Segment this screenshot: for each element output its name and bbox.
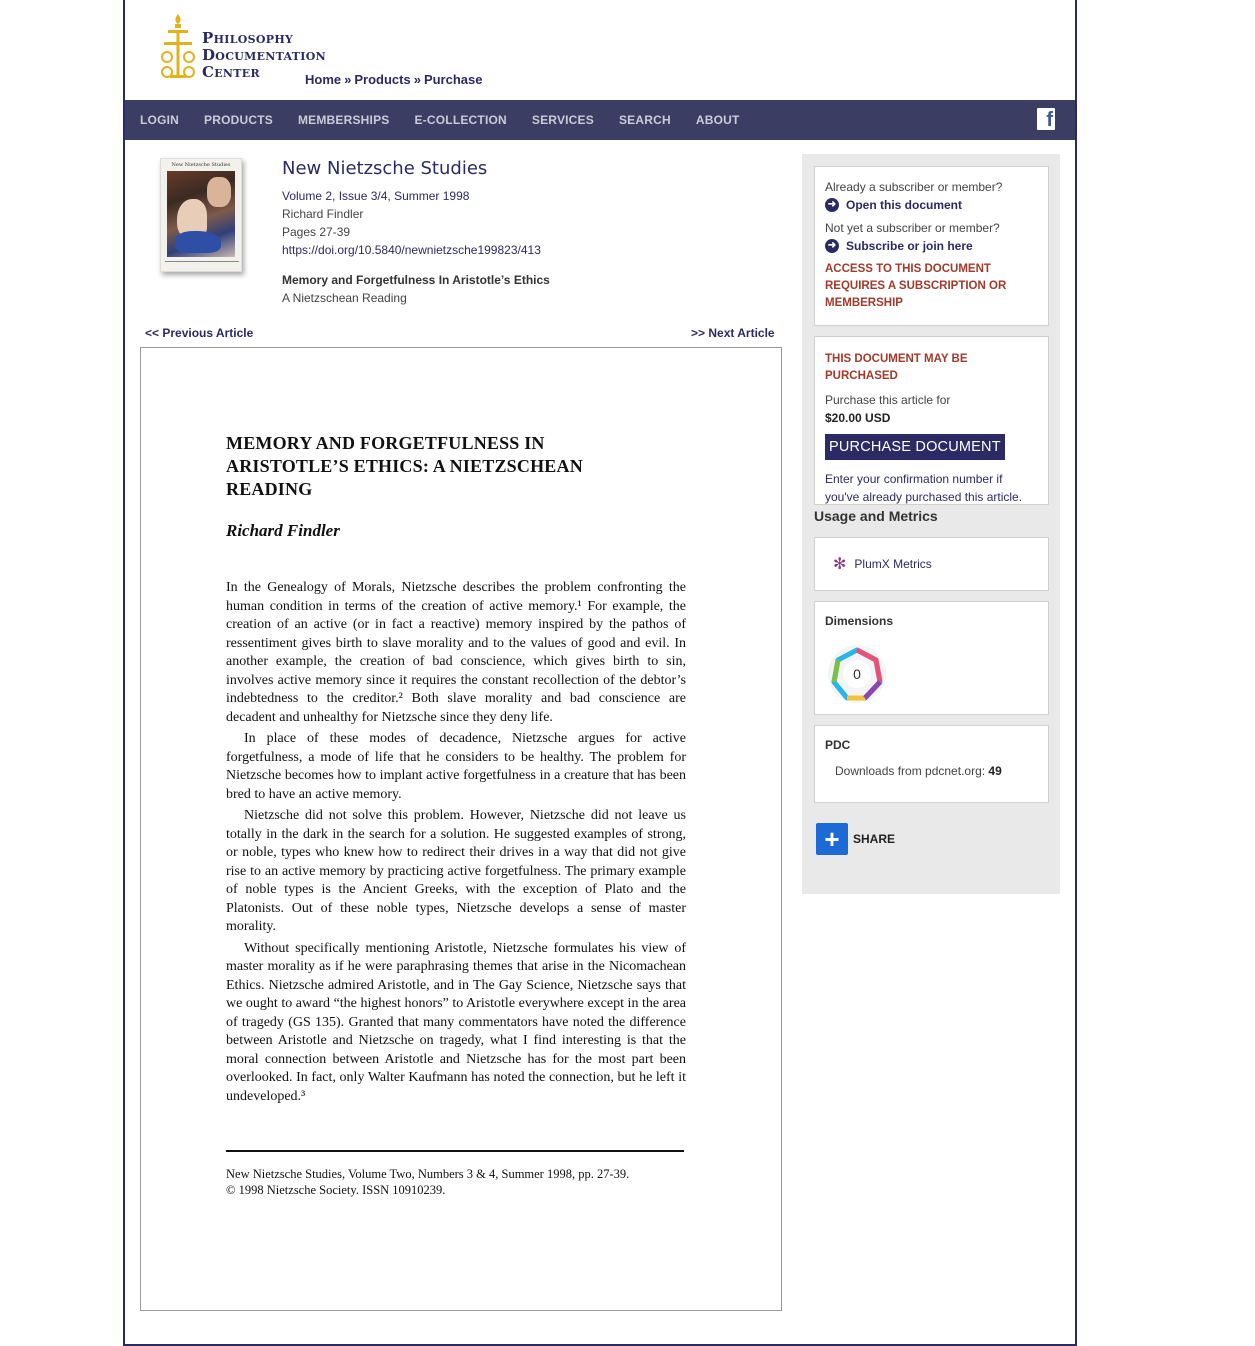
cover-footer-rule bbox=[165, 261, 239, 267]
arrow-right-icon: ➜ bbox=[825, 198, 839, 212]
plus-icon: + bbox=[816, 823, 848, 855]
document-paragraph-1: In the Genealogy of Morals, Nietzsche describes the problem confronting the human condition in terms of the creation of active memory.¹ For example, the creation of an active (or in fact a reactive) memory inspired by the pathos of ressentiment gives birth to slave morality and to the values of good and evil. In another example, the creation of bad conscience, which gives birth to sin, involves active memory since it requires the constant recollection of the debtor’s indebtedness to the creditor.² Both slave morality and bad conscience are decadent and unhealthy for Nietzsche since they deny life. bbox=[226, 580, 686, 725]
article-meta bbox=[282, 158, 550, 307]
dimensions-count: 0 bbox=[853, 666, 861, 682]
article-title: Memory and Forgetfulness In Aristotle’s Ethics bbox=[282, 273, 550, 287]
article-subtitle: A Nietzschean Reading bbox=[282, 291, 407, 305]
journal-cover-image bbox=[160, 158, 242, 272]
nav-about[interactable]: ABOUT bbox=[695, 113, 740, 127]
non-subscriber-question: Not yet a subscriber or member? bbox=[825, 221, 1000, 235]
purchase-box bbox=[814, 336, 1049, 505]
price: $20.00 USD bbox=[825, 411, 891, 425]
subscriber-question: Already a subscriber or member? bbox=[825, 180, 1003, 194]
nav-search[interactable]: SEARCH bbox=[618, 113, 671, 127]
document-paragraph-2: In place of these modes of decadence, Nietzsche argues for active forgetfulness, a mode of life that he considers to be healthy. The problem for Nietzsche becomes how to implant active forgetfulness in a creature that has been bred to have an active memory. bbox=[226, 731, 686, 802]
previous-article-link[interactable]: << Previous Article bbox=[145, 326, 254, 340]
subscribe-label: Subscribe or join here bbox=[846, 239, 973, 253]
subscribe-link[interactable] bbox=[825, 237, 1038, 255]
plumx-box[interactable] bbox=[814, 537, 1049, 591]
document-title-line-2: ARISTOTLE’S ETHICS: A NIETZSCHEAN bbox=[226, 456, 583, 476]
usage-metrics-heading: Usage and Metrics bbox=[814, 508, 938, 524]
nav-login[interactable]: LOGIN bbox=[140, 113, 179, 127]
article-author: Richard Findler bbox=[282, 207, 364, 221]
open-document-link[interactable] bbox=[825, 196, 1038, 214]
nav-services[interactable]: SERVICES bbox=[531, 113, 594, 127]
document-footnote bbox=[226, 1166, 686, 1198]
document-author: Richard Findler bbox=[226, 521, 340, 540]
breadcrumb-purchase[interactable]: Purchase bbox=[423, 72, 483, 87]
journal-title[interactable]: New Nietzsche Studies bbox=[282, 158, 488, 179]
document-title-line-3: READING bbox=[226, 479, 313, 499]
pdc-box bbox=[814, 725, 1049, 803]
plumx-label: PlumX Metrics bbox=[854, 557, 932, 571]
facebook-icon[interactable]: f bbox=[1037, 108, 1055, 130]
document-paragraph-4: Without specifically mentioning Aristotle, Nietzsche formulates his view of master morality as if he were paraphrasing themes that arise in the Nicomachean Ethics. Nietzsche admired Aristotle, and in The Gay Science, Nietzsche says that we ought to award “the highest honors” to Aristotle everywhere except in the area of tragedy (GS 135). Granted that many commentators have noted the difference between Aristotle and Nietzsche on tragedy, what I find interesting is that the moral connection between Aristotle and Nietzsche has for the most part been overlooked. In fact, only Walter Kaufmann has noted the connection, but he left it undeveloped.³ bbox=[226, 940, 686, 1104]
document-paragraph-3: Nietzsche did not solve this problem. However, Nietzsche did not leave us totally in the dark in the search for a solution. He suggested examples of strong, or noble, types who knew how to redirect their drives in a way that did not give rise to an active memory by practicing active forgetfulness. The primary example of noble types is the Ancient Greeks, with the exception of Plato and the Platonists. Out of these noble types, Nietzsche develops a sense of master morality. bbox=[226, 808, 686, 934]
purchase-heading: THIS DOCUMENT MAY BE PURCHASED bbox=[825, 353, 968, 382]
logo-line-3: Center bbox=[202, 63, 260, 81]
breadcrumb-separator: » bbox=[413, 72, 421, 87]
nav-memberships[interactable]: MEMBERSHIPS bbox=[297, 113, 390, 127]
document-title-line-1: MEMORY AND FORGETFULNESS IN bbox=[226, 433, 545, 453]
access-warning: ACCESS TO THIS DOCUMENT REQUIRES A SUBSCRIPTION OR MEMBERSHIP bbox=[825, 263, 1007, 309]
cover-title: New Nietzsche Studies bbox=[171, 162, 231, 168]
logo-line-2: Documentation bbox=[202, 46, 326, 64]
share-button[interactable] bbox=[816, 823, 895, 855]
downloads-label: Downloads from pdcnet.org: bbox=[835, 764, 986, 778]
downloads-count: 49 bbox=[988, 764, 1002, 778]
dimensions-box bbox=[814, 601, 1049, 715]
document-body bbox=[226, 579, 686, 1106]
logo-line-1: Philosophy bbox=[202, 29, 294, 47]
article-pages: Pages 27-39 bbox=[282, 225, 351, 239]
access-box bbox=[814, 166, 1049, 326]
footnote-divider bbox=[226, 1150, 684, 1152]
dimensions-badge-icon[interactable] bbox=[827, 644, 887, 704]
downloads-stat bbox=[825, 764, 1038, 778]
doi-link[interactable]: https://doi.org/10.5840/newnietzsche199823/413 bbox=[282, 243, 541, 257]
dimensions-label: Dimensions bbox=[825, 614, 894, 628]
breadcrumb-home[interactable]: Home bbox=[305, 72, 342, 87]
purchase-document-button[interactable]: PURCHASE DOCUMENT bbox=[825, 434, 1005, 460]
document-citation: New Nietzsche Studies, Volume Two, Numbers 3 & 4, Summer 1998, pp. 27-39. bbox=[226, 1167, 630, 1181]
document-page bbox=[226, 432, 686, 1198]
nav-products[interactable]: PRODUCTS bbox=[204, 113, 273, 127]
breadcrumb-separator: » bbox=[344, 72, 352, 87]
purchase-text: Purchase this article for bbox=[825, 393, 951, 407]
confirmation-link[interactable]: Enter your confirmation number if you've already purchased this article. bbox=[825, 472, 1023, 504]
logo-torch-icon bbox=[160, 12, 196, 82]
issue-link[interactable]: Volume 2, Issue 3/4, Summer 1998 bbox=[282, 189, 470, 203]
cover-painting bbox=[167, 171, 235, 257]
document-copyright: © 1998 Nietzsche Society. ISSN 10910239. bbox=[226, 1183, 446, 1197]
main-nav bbox=[125, 100, 1075, 140]
sidebar bbox=[802, 154, 1060, 894]
document-title bbox=[226, 432, 686, 501]
share-label: SHARE bbox=[853, 832, 896, 846]
plumx-icon: ✻ bbox=[833, 556, 847, 573]
pdc-label: PDC bbox=[825, 738, 851, 752]
nav-e-collection[interactable]: E-COLLECTION bbox=[414, 113, 507, 127]
arrow-right-icon: ➜ bbox=[825, 239, 839, 253]
next-article-link[interactable]: >> Next Article bbox=[691, 326, 775, 340]
document-preview[interactable] bbox=[140, 347, 782, 1311]
open-document-label: Open this document bbox=[846, 198, 963, 212]
breadcrumb-products[interactable]: Products bbox=[354, 72, 411, 87]
breadcrumb bbox=[305, 72, 482, 87]
